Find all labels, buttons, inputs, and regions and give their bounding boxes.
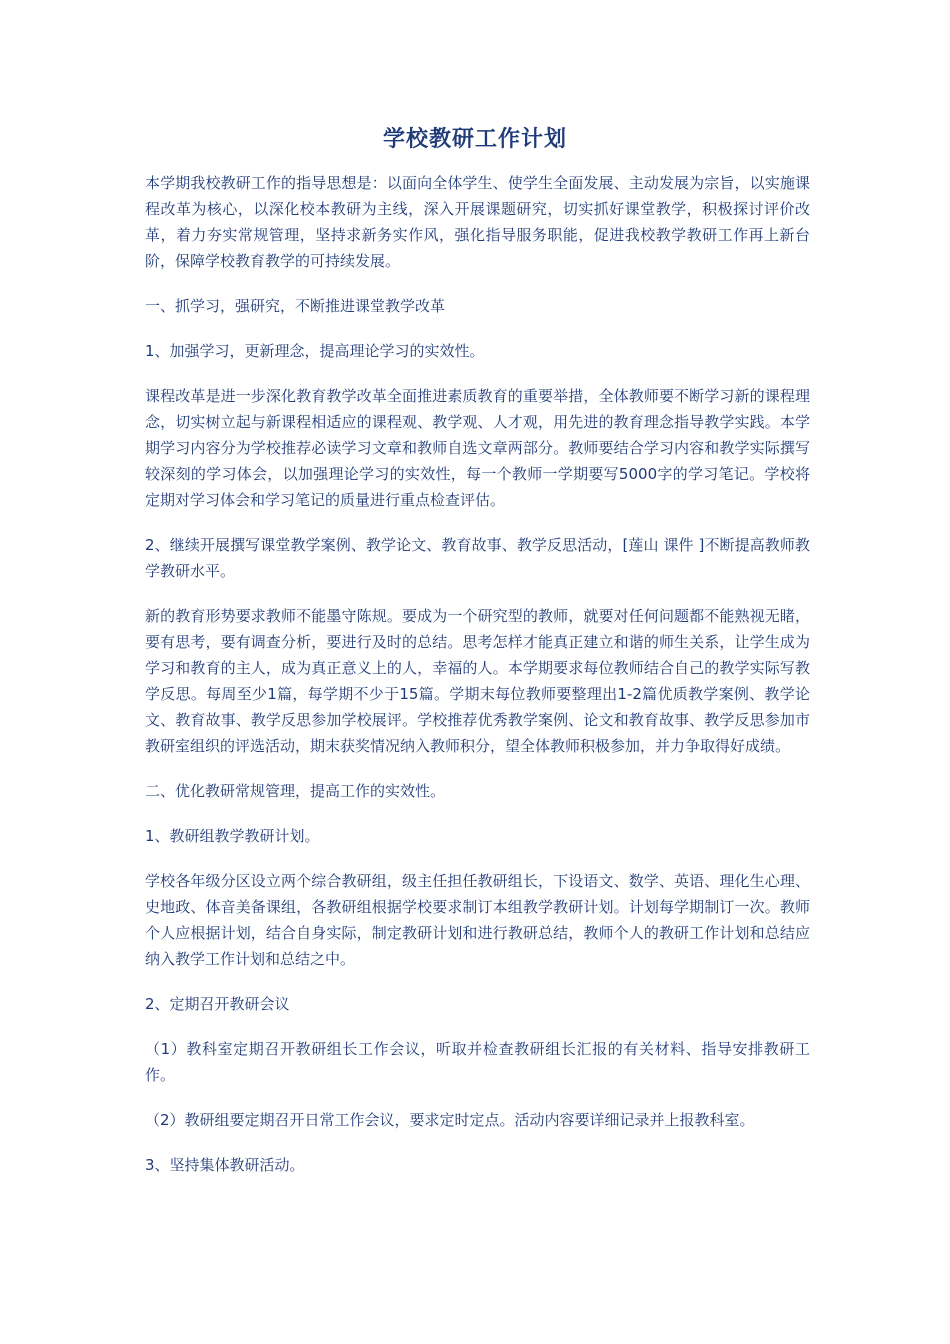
- section-heading-2: 二、优化教研常规管理，提高工作的实效性。: [145, 782, 446, 800]
- subheading-2-2: 2、定期召开教研会议: [145, 995, 290, 1013]
- subheading-1-1: 1、加强学习，更新理念，提高理论学习的实效性。: [145, 342, 485, 360]
- list-item: （1）教科室定期召开教研组长工作会议，听取并检查教研组长汇报的有关材料、指导安排教研工作。: [145, 1040, 810, 1084]
- subheading-1-2: 2、继续开展撰写课堂教学案例、教学论文、教育故事、教学反思活动，[莲山 课件 ]不断提高教师教学教研水平。: [145, 536, 810, 580]
- subheading-2-1: 1、教研组教学教研计划。: [145, 827, 320, 845]
- body-paragraph: 课程改革是进一步深化教育教学改革全面推进素质教育的重要举措，全体教师要不断学习新的课程理念，切实树立起与新课程相适应的课程观、教学观、人才观，用先进的教育理念指导教学实践。本学期学习内容分为学校推荐必读学习文章和教师自选文章两部分。教师要结合学习内容和教学实际撰写较深刻的学习体会，以加强理论学习的实效性，每一个教师一学期要写5000字的学习笔记。学校将定期对学习体会和学习笔记的质量进行重点检查评估。: [145, 387, 810, 509]
- intro-paragraph: 本学期我校教研工作的指导思想是：以面向全体学生、使学生全面发展、主动发展为宗旨，以实施课程改革为核心，以深化校本教研为主线，深入开展课题研究，切实抓好课堂教学，积极探讨评价改革，着力夯实常规管理，坚持求新务实作风，强化指导服务职能，促进我校教学教研工作再上新台阶，保障学校教育教学的可持续发展。: [145, 174, 810, 270]
- document-title: 学校教研工作计划: [382, 126, 567, 152]
- list-item: （2）教研组要定期召开日常工作会议，要求定时定点。活动内容要详细记录并上报教科室。: [145, 1111, 755, 1129]
- document-body: [145, 170, 810, 1197]
- subheading-2-3: 3、坚持集体教研活动。: [145, 1156, 305, 1174]
- body-paragraph: 学校各年级分区设立两个综合教研组，级主任担任教研组长，下设语文、数学、英语、理化生心理、史地政、体音美备课组，各教研组根据学校要求制订本组教学教研计划。计划每学期制订一次。教师个人应根据计划，结合自身实际，制定教研计划和进行教研总结，教师个人的教研工作计划和总结应纳入教学工作计划和总结之中。: [145, 872, 810, 968]
- body-paragraph: 新的教育形势要求教师不能墨守陈规。要成为一个研究型的教师，就要对任何问题都不能熟视无睹，要有思考，要有调查分析，要进行及时的总结。思考怎样才能真正建立和谐的师生关系，让学生成为学习和教育的主人，成为真正意义上的人，幸福的人。本学期要求每位教师结合自己的教学实际写教学反思。每周至少1篇，每学期不少于15篇。学期末每位教师要整理出1-2篇优质教学案例、教学论文、教育故事、教学反思参加学校展评。学校推荐优秀教学案例、论文和教育故事、教学反思参加市教研室组织的评选活动，期末获奖情况纳入教师积分，望全体教师积极参加，并力争取得好成绩。: [145, 607, 810, 755]
- section-heading-1: 一、抓学习，强研究，不断推进课堂教学改革: [145, 297, 446, 315]
